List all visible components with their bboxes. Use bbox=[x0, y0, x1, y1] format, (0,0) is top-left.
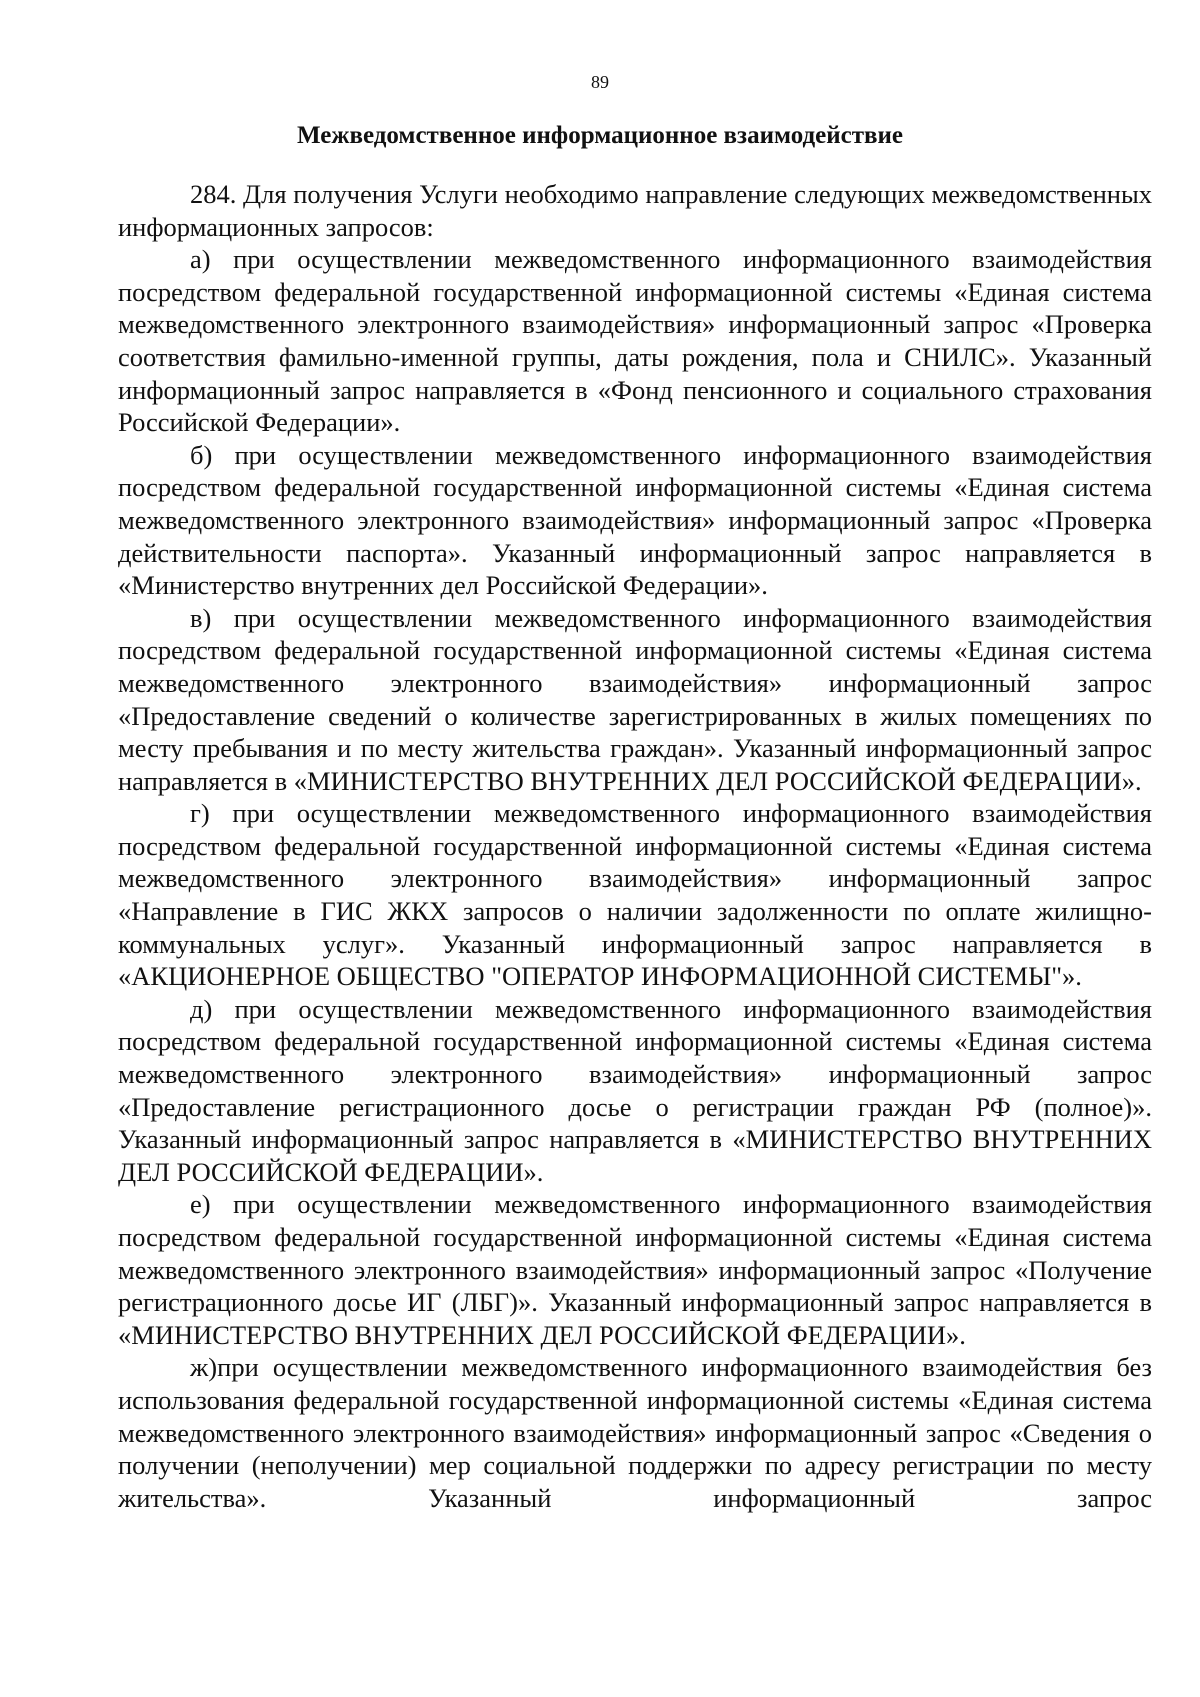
paragraph-item-g: г) при осуществлении межведомственного информационного взаимодействия посредством федеральной государственной информационной системы «Единая система межведомственного электронного взаимодействия» информационный запрос «Направление в ГИС ЖКХ запросов о наличии задолженности по оплате жилищно-коммунальных услуг». Указанный информационный запрос направляется в «АКЦИОНЕРНОЕ ОБЩЕСТВО "ОПЕРАТОР ИНФОРМАЦИОННОЙ СИСТЕМЫ"». bbox=[118, 798, 1152, 992]
paragraph-284: 284. Для получения Услуги необходимо направление следующих межведомственных информационных запросов: bbox=[118, 179, 1152, 242]
page-number: 89 bbox=[591, 72, 609, 92]
document-body bbox=[118, 178, 1152, 1514]
paragraph-item-a: а) при осуществлении межведомственного информационного взаимодействия посредством федеральной государственной информационной системы «Единая система межведомственного электронного взаимодействия» информационный запрос «Проверка соответствия фамильно-именной группы, даты рождения, пола и СНИЛС». Указанный информационный запрос направляется в «Фонд пенсионного и социального страхования Российской Федерации». bbox=[118, 244, 1152, 438]
section-title: Межведомственное информационное взаимодействие bbox=[297, 122, 903, 149]
paragraph-item-zh: ж)при осуществлении межведомственного информационного взаимодействия без использования федеральной государственной информационной системы «Единая система межведомственного электронного взаимодействия» информационный запрос «Сведения о получении (неполучении) мер социальной поддержки по адресу регистрации по месту жительства». Указанный информационный запрос bbox=[118, 1352, 1152, 1513]
paragraph-item-d: д) при осуществлении межведомственного информационного взаимодействия посредством федеральной государственной информационной системы «Единая система межведомственного электронного взаимодействия» информационный запрос «Предоставление регистрационного досье о регистрации граждан РФ (полное)». Указанный информационный запрос направляется в «МИНИСТЕРСТВО ВНУТРЕННИХ ДЕЛ РОССИЙСКОЙ ФЕДЕРАЦИИ». bbox=[118, 993, 1152, 1187]
paragraph-item-e: е) при осуществлении межведомственного информационного взаимодействия посредством федеральной государственной информационной системы «Единая система межведомственного электронного взаимодействия» информационный запрос «Получение регистрационного досье ИГ (ЛБГ)». Указанный информационный запрос направляется в «МИНИСТЕРСТВО ВНУТРЕННИХ ДЕЛ РОССИЙСКОЙ ФЕДЕРАЦИИ». bbox=[118, 1189, 1152, 1350]
paragraph-item-v: в) при осуществлении межведомственного информационного взаимодействия посредством федеральной государственной информационной системы «Единая система межведомственного электронного взаимодействия» информационный запрос «Предоставление сведений о количестве зарегистрированных в жилых помещениях по месту пребывания и по месту жительства граждан». Указанный информационный запрос направляется в «МИНИСТЕРСТВО ВНУТРЕННИХ ДЕЛ РОССИЙСКОЙ ФЕДЕРАЦИИ». bbox=[118, 602, 1152, 796]
paragraph-item-b: б) при осуществлении межведомственного информационного взаимодействия посредством федеральной государственной информационной системы «Единая система межведомственного электронного взаимодействия» информационный запрос «Проверка действительности паспорта». Указанный информационный запрос направляется в «Министерство внутренних дел Российской Федерации». bbox=[118, 439, 1152, 601]
